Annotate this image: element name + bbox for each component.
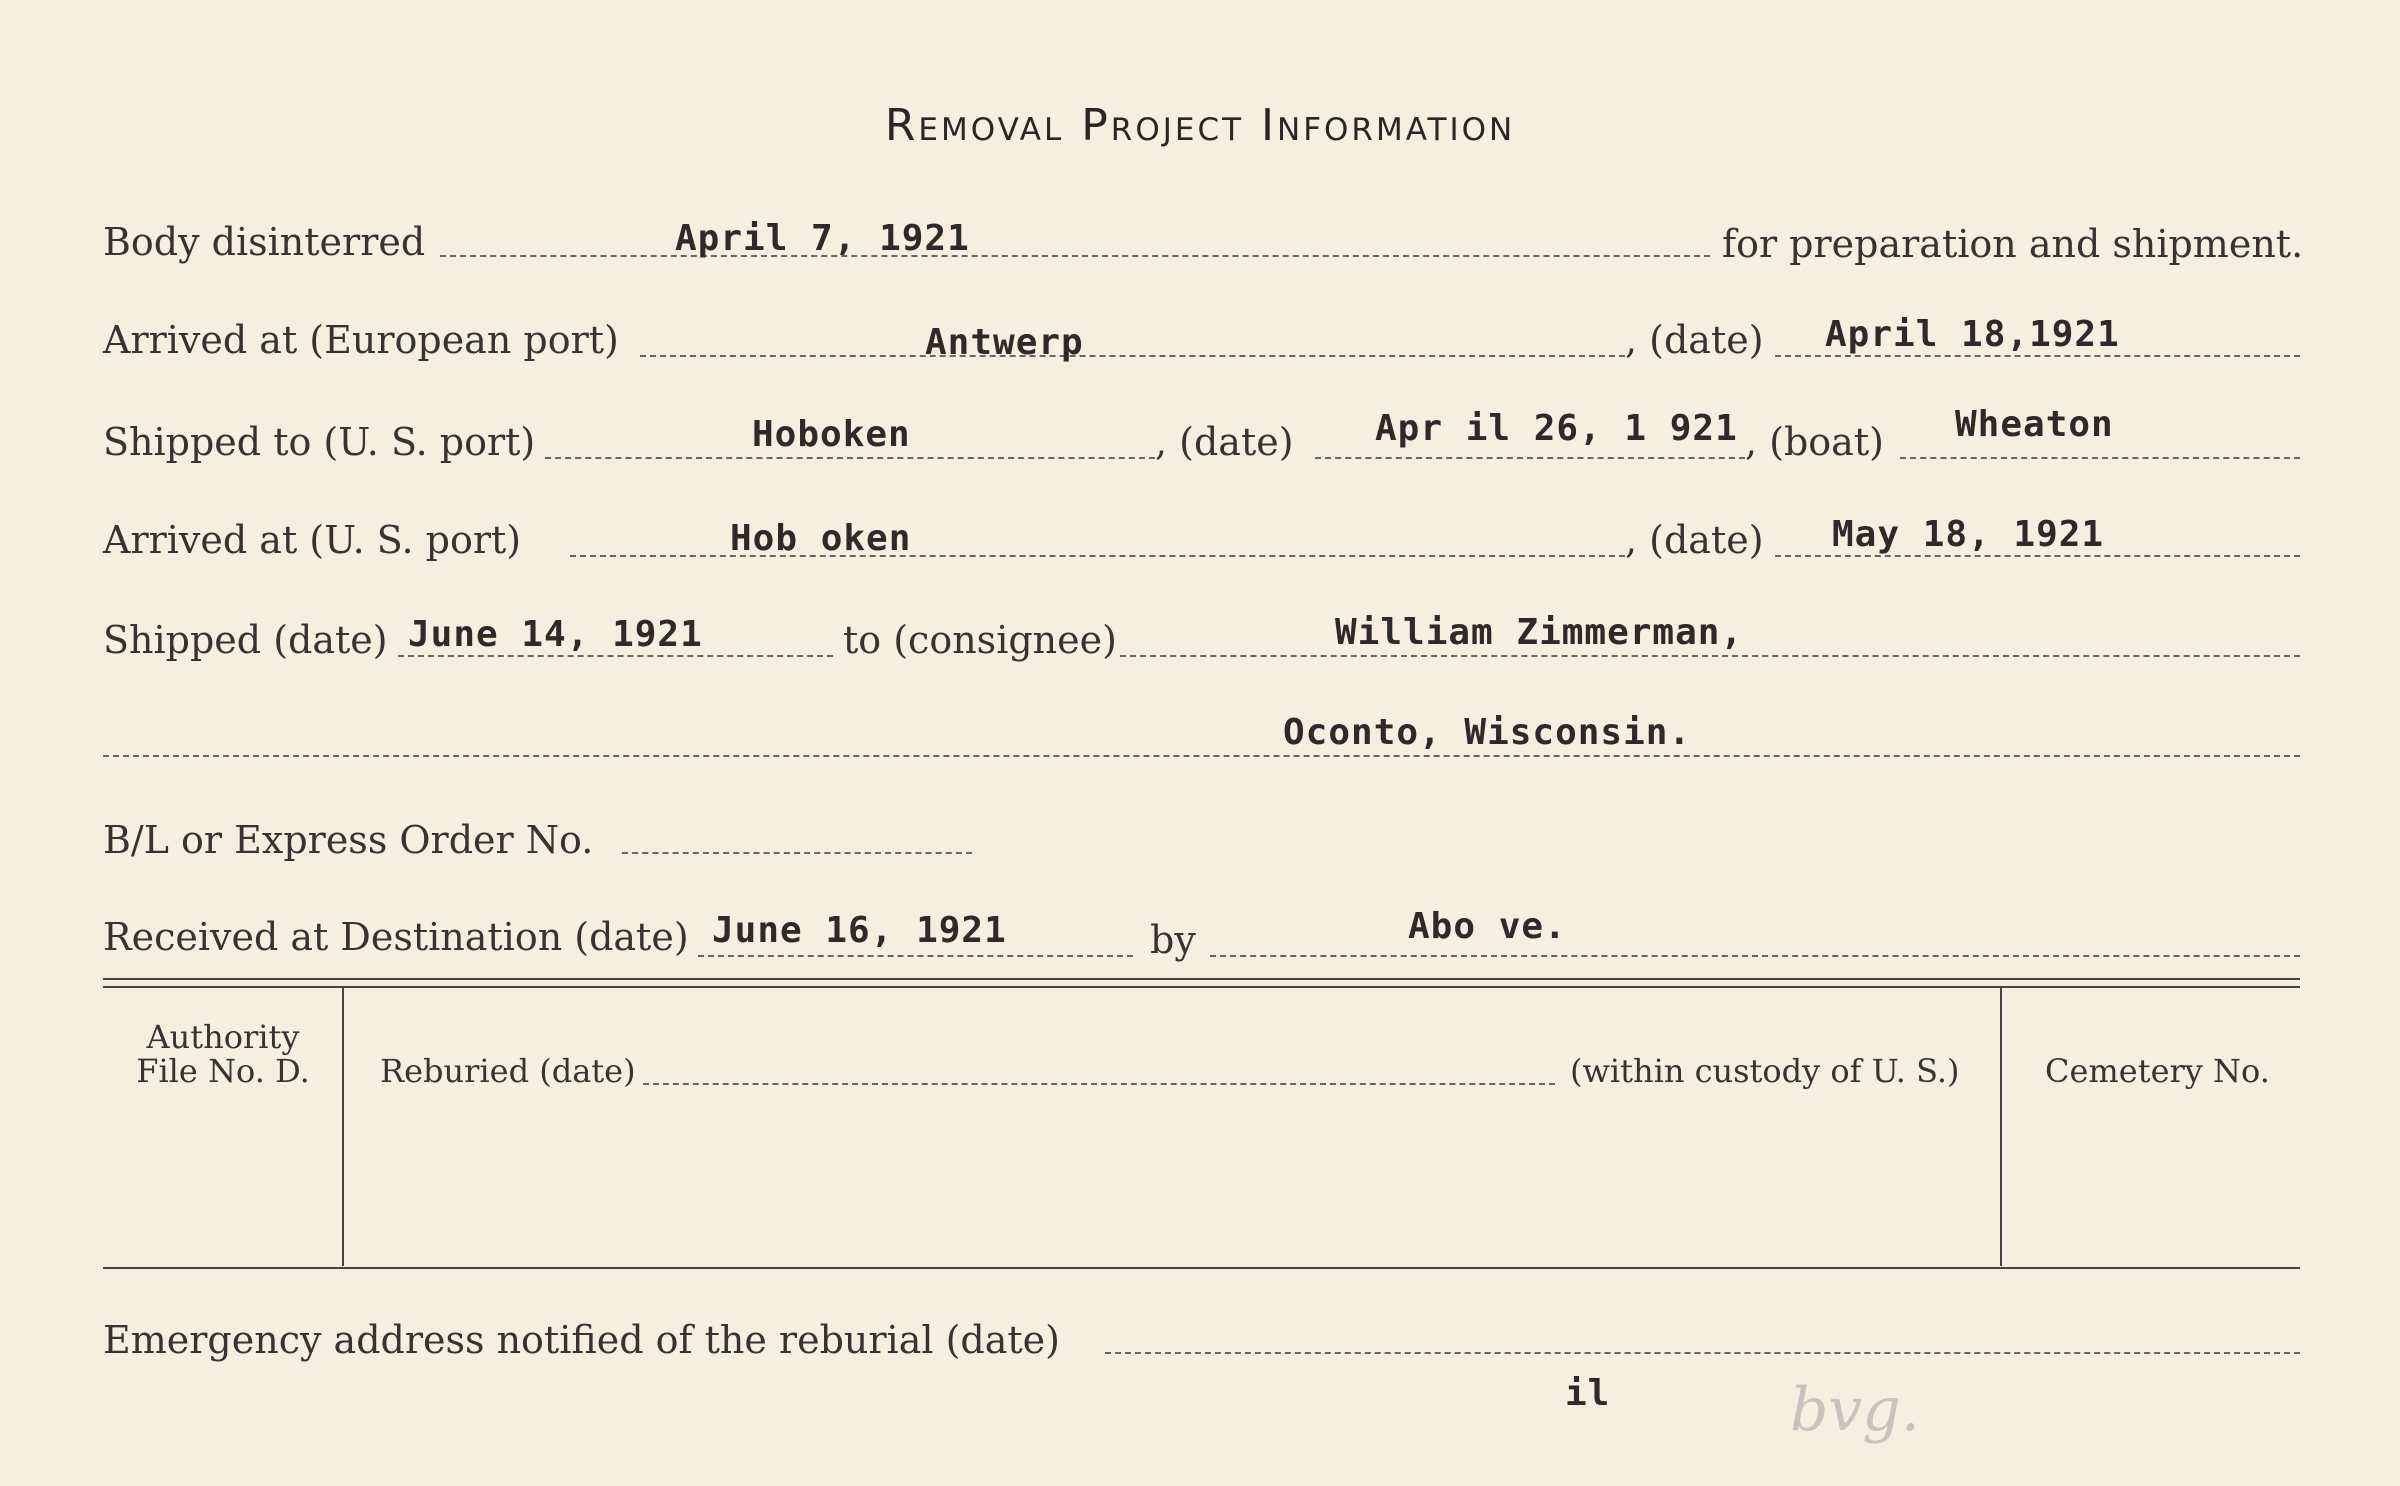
label-by: by — [1150, 918, 1196, 962]
label-shipped-date: Shipped (date) — [103, 618, 388, 662]
fill-line — [698, 955, 1133, 957]
value-disinterred-date: April 7, 1921 — [675, 218, 970, 259]
label-date: , (date) — [1625, 518, 1764, 562]
label-date: , (date) — [1155, 420, 1294, 464]
fill-line — [622, 852, 972, 854]
fill-line — [1210, 955, 2300, 957]
value-received-date: June 16, 1921 — [712, 910, 1007, 951]
divider-line — [103, 978, 2300, 980]
value-us-port: Hoboken — [752, 414, 911, 455]
fill-line — [640, 355, 1625, 357]
label-within-custody: (within custody of U. S.) — [1570, 1052, 1960, 1090]
label-shipped-to-us-port: Shipped to (U. S. port) — [103, 420, 536, 464]
fill-line — [398, 655, 833, 657]
divider-line — [103, 986, 2300, 988]
label-authority-file-no — [103, 1020, 343, 1088]
label-bl-express-order: B/L or Express Order No. — [103, 818, 594, 862]
fill-line — [103, 755, 2300, 757]
label-reburied-date: Reburied (date) — [380, 1052, 636, 1090]
value-us-arrival-port: Hob oken — [730, 518, 912, 559]
authority-line-2: File No. D. — [136, 1052, 310, 1090]
value-european-arrival-date: April 18,1921 — [1825, 314, 2120, 355]
value-consignee-address: Oconto, Wisconsin. — [1283, 712, 1692, 753]
fill-line — [1900, 457, 2300, 459]
divider-line — [103, 1267, 2300, 1269]
label-received-destination: Received at Destination (date) — [103, 915, 689, 959]
value-us-arrival-date: May 18, 1921 — [1832, 514, 2105, 555]
label-body-disinterred: Body disinterred — [103, 220, 426, 264]
fill-line — [643, 1083, 1555, 1085]
value-received-by: Abo ve. — [1408, 906, 1567, 947]
typed-footer-mark: il — [1565, 1373, 1611, 1414]
label-arrived-us-port: Arrived at (U. S. port) — [103, 518, 522, 562]
authority-line-1: Authority — [146, 1018, 300, 1056]
value-european-port: Antwerp — [925, 322, 1084, 363]
pencil-initials: bvg. — [1790, 1375, 1920, 1445]
label-cemetery-no: Cemetery No. — [2045, 1052, 2270, 1090]
fill-line — [440, 255, 1710, 257]
fill-line — [1120, 655, 2300, 657]
value-boat-name: Wheaton — [1955, 404, 2114, 445]
value-shipped-date: Apr il 26, 1 921 — [1375, 408, 1738, 449]
value-consignee-ship-date: June 14, 1921 — [408, 614, 703, 655]
label-emergency-address: Emergency address notified of the reburial (date) — [103, 1318, 1060, 1362]
label-date: , (date) — [1625, 318, 1764, 362]
fill-line — [1775, 355, 2300, 357]
fill-line — [1775, 555, 2300, 557]
column-divider — [2000, 988, 2002, 1266]
label-preparation-shipment: for preparation and shipment. — [1722, 222, 2304, 266]
form-title: Removal Project Information — [884, 100, 1516, 151]
value-consignee-name: William Zimmerman, — [1335, 612, 1744, 653]
fill-line — [1315, 457, 1745, 459]
fill-line — [545, 457, 1155, 459]
label-to-consignee: to (consignee) — [843, 618, 1117, 662]
label-boat: , (boat) — [1745, 420, 1884, 464]
label-arrived-european-port: Arrived at (European port) — [103, 318, 619, 362]
fill-line — [1105, 1352, 2300, 1354]
fill-line — [570, 555, 1625, 557]
